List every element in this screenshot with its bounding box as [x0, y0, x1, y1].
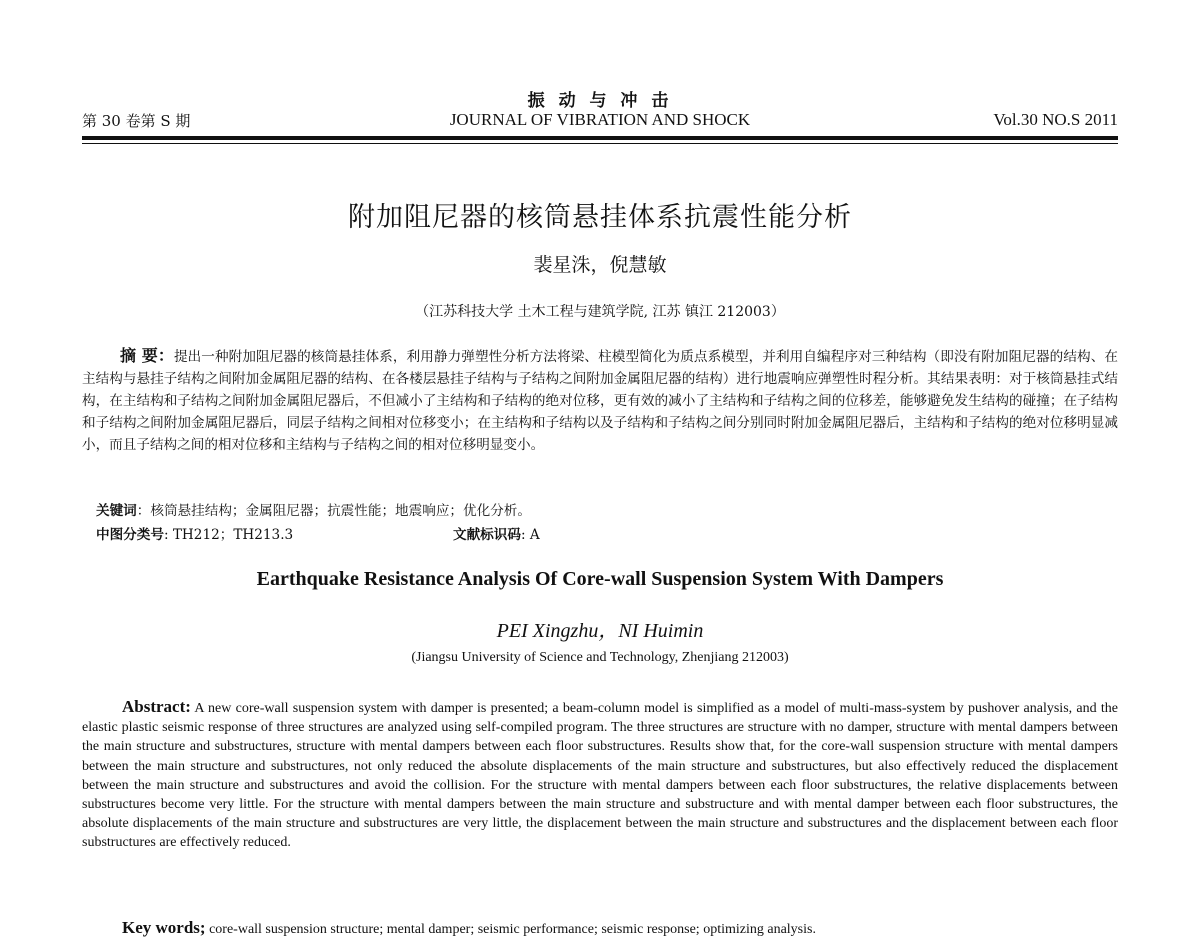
abstract-label-cn: 摘 要：	[120, 346, 174, 365]
issue-cn: 第 30 卷第 S 期	[82, 112, 191, 130]
journal-name-en: JOURNAL OF VIBRATION AND SHOCK	[449, 110, 751, 129]
keywords-label-en: Key words;	[122, 918, 206, 937]
paper-title-en: Earthquake Resistance Analysis Of Core-wall Suspension System With Dampers	[256, 568, 944, 590]
keywords-text-en: core-wall suspension structure; mental damper; seismic performance; seismic response; optimizing analysis.	[209, 922, 816, 937]
classification-cn	[96, 523, 1116, 543]
document-id-cn	[453, 523, 540, 543]
abstract-text-en: A new core-wall suspension system with damper is presented; a beam-column model is simplified as a model of multi-mass-system by pushover analysis, and the elastic plastic seismic response of three structures are analyzed using self-compiled program. The three structures are structure with no damper, structure with mental dampers between the main structure and substructures, structure with mental dampers between each floor substructures. Results show that, for the core-wall suspension structure with mental dampers between the main structure and substructures, not only reduced the absolute displacements of the main structure and substructures, but also effectively reduced the displacement between the main structure and substructures and avoid the collision. For the structure with mental dampers between each floor substructures, the relative displacements between substructures become very little. For the structure with mental dampers between the main structure and substructure and with mental damper between each floor substructures, the absolute displacements of the main structure and substructures are very little, the displacement between the main structure and substructures and the displacement between each floor substructures are effectively reduced.	[82, 701, 1118, 851]
keywords-label-cn: 关键词	[96, 503, 137, 519]
keywords-cn	[96, 499, 1116, 519]
docid-text-cn: : A	[520, 527, 540, 543]
paper-title-cn: 附加阻尼器的核筒悬挂体系抗震性能分析	[348, 202, 852, 233]
keywords-en	[122, 918, 1118, 938]
authors-cn: 裴星洙，倪慧敏	[533, 254, 667, 276]
abstract-en	[82, 697, 1118, 853]
header-rule-thick	[82, 136, 1118, 140]
affiliation-en: (Jiangsu University of Science and Technology, Zhenjiang 212003)	[411, 650, 789, 665]
class-text-cn: : TH212；TH213.3	[163, 527, 294, 543]
affiliation-cn: （江苏科技大学 土木工程与建筑学院, 江苏 镇江 212003）	[415, 304, 785, 320]
header-rule-thin	[82, 143, 1118, 144]
docid-label-cn: 文献标识码	[453, 527, 521, 543]
authors-en: PEI Xingzhu，NI Huimin	[496, 620, 704, 642]
volume-en: Vol.30 NO.S 2011	[993, 110, 1118, 129]
class-label-cn: 中图分类号	[96, 527, 164, 543]
abstract-text-cn: 提出一种附加阻尼器的核筒悬挂体系，利用静力弹塑性分析方法将梁、柱模型简化为质点系模型，并利用自编程序对三种结构（即没有附加阻尼器的结构、在主结构与悬挂子结构之间附加金属阻尼器的结构、在各楼层悬挂子结构与子结构之间附加金属阻尼器的结构）进行地震响应弹塑性时程分析。其结果表明：对于核筒悬挂式结构，在主结构和子结构之间附加金属阻尼器后，不但减小了主结构和子结构的绝对位移，更有效的减小了主结构和子结构之间的位移差，能够避免发生结构的碰撞；在子结构和子结构之间附加金属阻尼器后，同层子结构之间相对位移变小；在主结构和子结构以及子结构和子结构之间分别同时附加金属阻尼器后，主结构和子结构的绝对位移明显减小，而且子结构之间的相对位移和主结构与子结构之间的相对位移明显变小。	[82, 349, 1118, 453]
abstract-label-en: Abstract:	[122, 697, 191, 716]
journal-name-cn: 振 动 与 冲 击	[527, 91, 673, 111]
keywords-text-cn: ：核筒悬挂结构；金属阻尼器；抗震性能；地震响应；优化分析。	[136, 503, 531, 519]
abstract-cn	[82, 345, 1118, 456]
